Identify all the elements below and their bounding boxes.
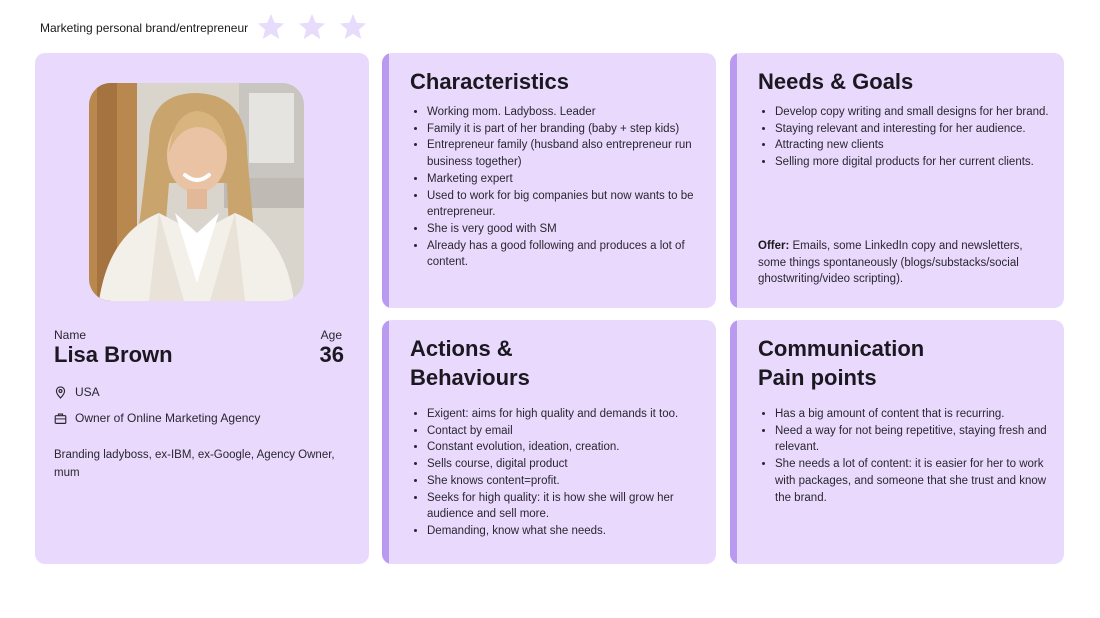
list-item: • Need a way for not being repetitive, staying fresh and relevant. <box>775 423 1063 456</box>
list-item: • Entrepreneur family (husband also entrepreneur run business together) <box>427 137 715 170</box>
star-icon <box>256 12 286 42</box>
name-label: Name <box>54 328 87 342</box>
title-line: Communication <box>758 336 925 361</box>
list-item: • Seeks for high quality: it is how she will grow her audience and sell more. <box>427 490 715 523</box>
offer-description: Emails, some LinkedIn copy and newsletters, some things spontaneously (blogs/substacks/social ghostwriting/video scripting). <box>758 240 1023 286</box>
actions-behaviours-list <box>410 406 715 540</box>
list-item: • Develop copy writing and small designs for her brand. <box>775 104 1063 121</box>
actions-behaviours-title <box>410 334 530 392</box>
needs-goals-list <box>758 104 1063 171</box>
card-accent-bar <box>730 320 737 564</box>
title-line: Behaviours <box>410 365 530 390</box>
list-item: • Sells course, digital product <box>427 456 715 473</box>
profile-card <box>35 53 369 564</box>
title-line: Actions & <box>410 336 513 361</box>
communication-pain-points-title <box>758 334 924 392</box>
persona-name: Lisa Brown <box>54 342 173 367</box>
needs-goals-card <box>730 53 1064 308</box>
characteristics-list <box>410 104 715 271</box>
card-accent-bar <box>382 320 389 564</box>
list-item: • Family it is part of her branding (baby + step kids) <box>427 121 715 138</box>
communication-pain-points-list <box>758 406 1063 506</box>
offer-label: Offer: <box>758 240 790 252</box>
list-item: • Exigent: aims for high quality and demands it too. <box>427 406 715 423</box>
title-line: Pain points <box>758 365 877 390</box>
list-item: • Staying relevant and interesting for her audience. <box>775 121 1063 138</box>
star-icon <box>297 12 327 42</box>
card-accent-bar <box>382 53 389 308</box>
occupation-row <box>54 411 260 425</box>
age-label: Age <box>320 328 342 342</box>
list-item: • Used to work for big companies but now wants to be entrepreneur. <box>427 188 715 221</box>
list-item: • Marketing expert <box>427 171 715 188</box>
characteristics-card <box>382 53 716 308</box>
star-icon <box>338 12 368 42</box>
list-item: • Has a big amount of content that is recurring. <box>775 406 1063 423</box>
persona-category-label: Marketing personal brand/entrepreneur <box>40 21 249 35</box>
actions-behaviours-card <box>382 320 716 564</box>
offer-text <box>758 238 1048 288</box>
list-item: • Already has a good following and produces a lot of content. <box>427 238 715 271</box>
country-row <box>54 385 100 399</box>
list-item: • Attracting new clients <box>775 137 1063 154</box>
needs-goals-title: Needs & Goals <box>758 69 914 94</box>
location-pin-icon <box>54 386 67 399</box>
list-item: • Demanding, know what she needs. <box>427 523 715 540</box>
rating-stars <box>256 12 368 42</box>
list-item: • Working mom. Ladyboss. Leader <box>427 104 715 121</box>
list-item: • Constant evolution, ideation, creation. <box>427 439 715 456</box>
briefcase-icon <box>54 412 67 425</box>
list-item: • She needs a lot of content: it is easier for her to work with packages, and someone that she trust and know the brand. <box>775 456 1063 506</box>
communication-pain-points-card <box>730 320 1064 564</box>
portrait-photo <box>89 83 304 301</box>
persona-age: 36 <box>319 342 344 367</box>
persona-bio: Branding ladyboss, ex-IBM, ex-Google, Agency Owner, mum <box>54 449 335 479</box>
occupation-text: Owner of Online Marketing Agency <box>75 411 261 425</box>
list-item: • Selling more digital products for her current clients. <box>775 154 1063 171</box>
list-item: • She knows content=profit. <box>427 473 715 490</box>
card-accent-bar <box>730 53 737 308</box>
characteristics-title: Characteristics <box>410 69 569 94</box>
country-text: USA <box>75 385 100 399</box>
list-item: • She is very good with SM <box>427 221 715 238</box>
list-item: • Contact by email <box>427 423 715 440</box>
